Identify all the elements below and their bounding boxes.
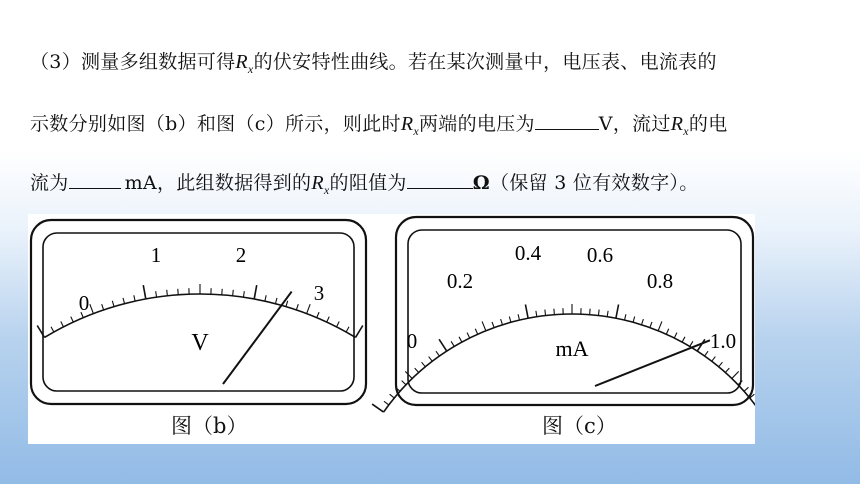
scale-tick (436, 351, 439, 356)
scale-tick (509, 316, 511, 322)
resistor-rx: $R_x$ (235, 51, 254, 76)
scale-tick (518, 314, 519, 320)
scale-tick (525, 304, 528, 318)
scale-tick (123, 298, 125, 304)
question-line-1 (30, 47, 717, 77)
scale-tick (71, 317, 74, 322)
scale-label: 3 (313, 281, 325, 305)
line2-text-pre: 示数分别如图（b）和图（c）所示，则此时 (30, 113, 401, 135)
scale-tick (744, 387, 748, 391)
scale-label: 0 (406, 329, 418, 353)
scale-tick (254, 285, 257, 299)
scale-tick (134, 295, 135, 301)
resistor-rx: $R_x$ (670, 113, 689, 138)
scale-tick (705, 351, 708, 356)
scale-tick (156, 291, 157, 297)
meters-svg (28, 214, 755, 444)
voltmeter-scale-labels (79, 243, 325, 315)
scale-tick (384, 401, 389, 405)
scale-tick (275, 298, 277, 304)
scale-tick (482, 321, 486, 330)
line2-text-mid: 两端的电压为 (418, 113, 535, 135)
caption-figure-c: 图（c） (542, 414, 617, 438)
line3-unit: mA，此组数据得到的 (124, 172, 312, 194)
scale-tick (459, 337, 462, 342)
line3-text-mid: 的阻值为 (329, 172, 407, 194)
voltmeter-b (31, 220, 366, 404)
scale-label: 0.2 (446, 269, 474, 293)
caption-figure-b: 图（b） (171, 414, 248, 438)
scale-tick (642, 319, 644, 325)
scale-tick (402, 381, 406, 385)
meter-figure-panel (28, 214, 755, 444)
scale-tick (327, 317, 330, 322)
scale-tick (296, 304, 298, 310)
scale-tick (501, 319, 503, 325)
scale-tick (429, 357, 433, 362)
scale-label: 1 (150, 243, 162, 267)
scale-tick (336, 322, 339, 327)
resistor-rx: $R_x$ (311, 172, 330, 197)
scale-tick (346, 327, 349, 332)
scale-tick (712, 357, 716, 362)
scale-label: 0.6 (586, 243, 614, 267)
scale-tick (233, 290, 234, 296)
scale-tick (598, 310, 599, 316)
scale-tick (625, 314, 626, 320)
current-answer-blank[interactable] (69, 170, 121, 189)
scale-tick (467, 333, 470, 338)
scale-tick (719, 362, 723, 367)
scale-tick (90, 304, 94, 313)
scale-tick (51, 327, 54, 332)
scale-tick (372, 404, 383, 412)
scale-tick (390, 394, 395, 398)
line2-unit: V，流过 (598, 113, 671, 135)
scale-tick (317, 312, 319, 318)
scale-tick (682, 337, 685, 342)
line1-text-pre: （3）测量多组数据可得 (30, 51, 236, 73)
scale-tick (732, 371, 739, 378)
scale-tick (415, 368, 419, 372)
milliammeter-needle (595, 340, 710, 386)
line3-text-pre: 流为 (30, 172, 69, 194)
line1-text-post: 的伏安特性曲线。若在某次测量中，电压表、电流表的 (253, 51, 717, 73)
scale-tick (112, 301, 114, 307)
scale-tick (492, 322, 494, 328)
scale-label: 0.8 (646, 269, 674, 293)
scale-tick (61, 322, 64, 327)
scale-tick (690, 341, 693, 346)
scale-label: 0.4 (514, 241, 542, 265)
voltage-answer-blank[interactable] (535, 111, 599, 130)
scale-label: 1.0 (709, 329, 737, 353)
scale-tick (307, 304, 311, 313)
milliammeter-c (372, 217, 755, 412)
resistor-rx: $R_x$ (400, 113, 419, 138)
scale-tick (451, 341, 454, 346)
scale-tick (666, 329, 668, 334)
resistance-answer-blank[interactable] (407, 170, 473, 189)
scale-tick (616, 304, 619, 318)
question-line-2 (30, 109, 728, 139)
scale-tick (167, 290, 168, 296)
scale-tick (536, 311, 537, 317)
omega-symbol: Ω (472, 172, 490, 194)
scale-tick (545, 310, 546, 316)
scale-arc (384, 314, 755, 412)
scale-tick (286, 301, 288, 307)
scale-label: 0 (78, 291, 90, 315)
scale-tick (356, 325, 363, 337)
scale-tick (607, 311, 608, 317)
scale-tick (143, 285, 146, 299)
scale-tick (650, 322, 652, 328)
line3-text-post: （保留 3 位有效数字）。 (489, 172, 699, 194)
scale-tick (475, 329, 477, 334)
question-line-3 (30, 168, 699, 198)
scale-tick (422, 362, 426, 367)
voltmeter-needle (223, 292, 292, 384)
voltmeter-unit-label: V (191, 330, 209, 356)
milliammeter-unit-label: mA (555, 336, 589, 361)
scale-tick (633, 316, 635, 322)
scale-tick (265, 295, 266, 301)
scale-tick (243, 291, 244, 297)
scale-tick (439, 339, 447, 351)
scale-tick (725, 368, 729, 372)
line2-text-post: 的电 (688, 113, 728, 135)
scale-label: 2 (235, 243, 247, 267)
scale-tick (658, 321, 662, 330)
scale-tick (674, 333, 677, 338)
scale-tick (102, 304, 104, 310)
